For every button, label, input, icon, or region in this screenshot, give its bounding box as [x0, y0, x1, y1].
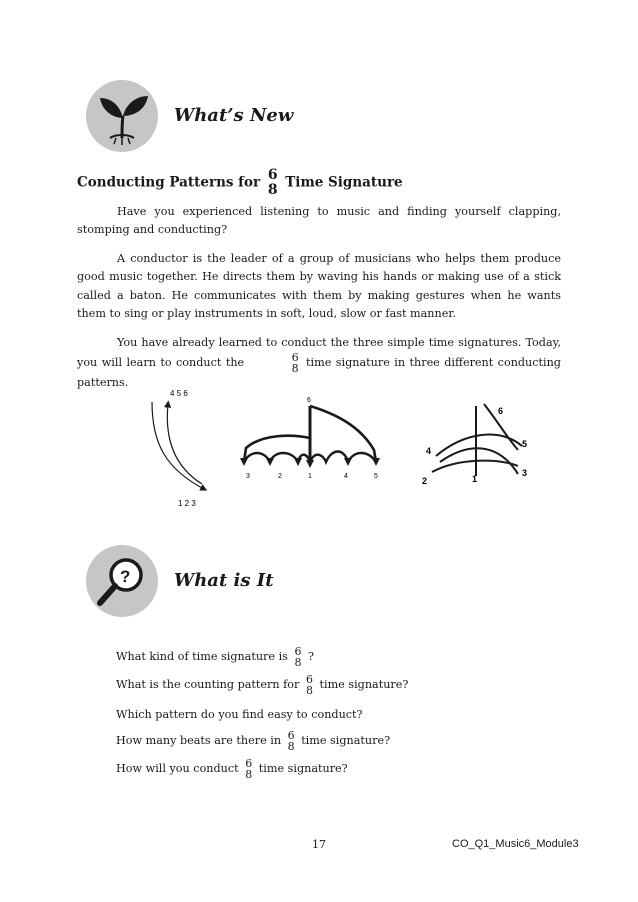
- question-5-numerator: 6: [245, 757, 253, 770]
- question-4-time-signature: [288, 730, 295, 752]
- diagram-3-label-1: 1: [472, 474, 478, 484]
- paragraph-2: A conductor is the leader of a group of musicians who helps them produce good music together. He directs them by waving his hands or making use of a stick called a baton. He communicates with them by making gestures when he wants them to sing or play instruments in soft, loud, slow or fast manner.: [77, 252, 561, 320]
- diagram-1-bottom-label: 1 2 3: [178, 499, 196, 508]
- question-2-text: What is the counting pattern for: [116, 678, 300, 691]
- question-1: [116, 646, 314, 668]
- title-numerator: 6: [267, 167, 278, 183]
- question-4-numerator: 6: [287, 729, 295, 742]
- what-is-it-icon-circle: [86, 545, 158, 617]
- question-1-text: What kind of time signature is: [116, 650, 288, 663]
- paragraph-3-numerator: 6: [291, 351, 299, 365]
- question-5-text: How will you conduct: [116, 762, 239, 775]
- page-number: 17: [312, 838, 326, 851]
- whats-new-icon-circle: [86, 80, 158, 152]
- diagram-3-label-4: 4: [426, 446, 432, 456]
- question-3: [116, 708, 363, 721]
- question-2-time-signature: [306, 674, 313, 696]
- diagram-2-top-label: 6: [307, 397, 311, 404]
- question-2-denominator: 8: [305, 684, 313, 697]
- paragraph-3-before: You have already learned to conduct the three simple time signatures. Today, you will learn to conduct the: [77, 336, 561, 370]
- question-1-after: ?: [308, 650, 315, 663]
- diagram-3-label-5: 5: [522, 439, 528, 449]
- question-4-denominator: 8: [287, 740, 295, 753]
- what-is-it-heading: What is It: [174, 570, 274, 591]
- question-4: [116, 730, 390, 752]
- diagram-2-beat-5: 5: [374, 473, 378, 480]
- conducting-pattern-diagram-3: [418, 396, 542, 492]
- question-2-after: time signature?: [319, 678, 409, 691]
- diagram-3-label-2: 2: [422, 476, 428, 486]
- svg-text:?: ?: [120, 567, 131, 586]
- title-text-before: Conducting Patterns for: [77, 174, 261, 191]
- conducting-pattern-diagram-1: [140, 384, 230, 514]
- question-1-time-signature: [294, 646, 301, 668]
- question-1-denominator: 8: [294, 656, 302, 669]
- question-1-numerator: 6: [294, 645, 302, 658]
- diagram-1-top-label: 4 5 6: [170, 389, 188, 398]
- diagram-3-label-3: 3: [522, 468, 528, 478]
- diagram-2-beat-4: 4: [344, 473, 348, 480]
- module-code: CO_Q1_Music6_Module3: [452, 838, 579, 850]
- paragraph-3-time-signature: [252, 352, 299, 374]
- diagram-2-beat-3: 3: [246, 473, 250, 480]
- diagram-2-beat-1: 1: [308, 473, 312, 480]
- title-time-signature: [268, 168, 278, 198]
- plant-seedling-icon: [86, 80, 158, 152]
- question-2-numerator: 6: [305, 673, 313, 686]
- question-4-after: time signature?: [301, 734, 391, 747]
- magnifier-question-icon: [86, 545, 158, 617]
- whats-new-heading: What’s New: [174, 105, 294, 126]
- question-3-text: Which pattern do you find easy to conduct?: [116, 708, 363, 721]
- paragraph-1: Have you experienced listening to music and finding yourself clapping, stomping and conducting?: [77, 205, 561, 237]
- question-5-denominator: 8: [245, 768, 253, 781]
- question-5: [116, 758, 348, 780]
- paragraph-3-after: time signature in three different conducting patterns.: [77, 356, 561, 390]
- conducting-pattern-diagram-2: [236, 392, 386, 488]
- question-4-text: How many beats are there in: [116, 734, 282, 747]
- diagram-3-label-6: 6: [498, 406, 504, 416]
- question-5-after: time signature?: [258, 762, 348, 775]
- title-denominator: 8: [267, 182, 278, 198]
- question-2: [116, 674, 408, 696]
- title-text-after: Time Signature: [285, 174, 403, 191]
- section-title: [77, 168, 403, 198]
- question-5-time-signature: [245, 758, 252, 780]
- diagram-2-beat-2: 2: [278, 473, 282, 480]
- paragraph-3-denominator: 8: [291, 362, 299, 376]
